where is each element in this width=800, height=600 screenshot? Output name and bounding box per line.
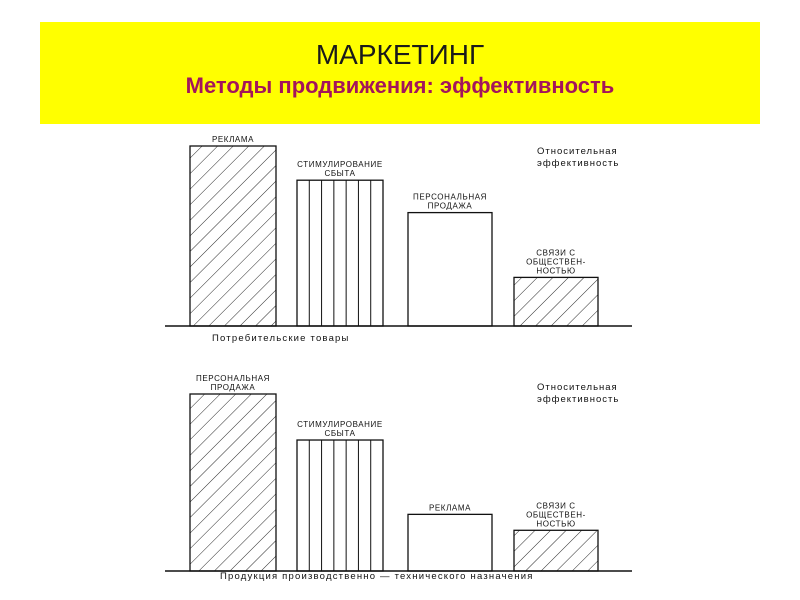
bar-group bbox=[190, 135, 276, 326]
bar-group bbox=[190, 374, 276, 571]
bar bbox=[514, 277, 598, 326]
chart-industrial-goods bbox=[0, 365, 800, 597]
bar-label: СВЯЗИ С bbox=[536, 501, 576, 511]
legend-text: Относительная bbox=[537, 146, 618, 157]
chart-consumer-goods bbox=[0, 130, 800, 360]
bar bbox=[190, 146, 276, 326]
title-banner bbox=[40, 22, 760, 124]
bar-label: СВЯЗИ С bbox=[536, 248, 576, 258]
page-subtitle: Методы продвижения: эффективность bbox=[185, 73, 615, 98]
bar-group bbox=[408, 503, 492, 571]
bar-label: РЕКЛАМА bbox=[428, 503, 472, 513]
bar-label: ПРОДАЖА bbox=[210, 383, 256, 392]
legend-text: эффективность bbox=[537, 394, 620, 405]
bar-label: ПРОДАЖА bbox=[427, 201, 473, 211]
bar-label: СТИМУЛИРОВАНИЕ bbox=[297, 160, 383, 170]
x-axis-label: Потребительские товары bbox=[212, 333, 350, 344]
bar-label: РЕКЛАМА bbox=[211, 135, 255, 144]
bar-label: НОСТЬЮ bbox=[536, 266, 576, 276]
bar-label: СБЫТА bbox=[324, 169, 356, 179]
bar-label: ПЕРСОНАЛЬНАЯ bbox=[195, 374, 271, 383]
bar-label: ОБЩЕСТВЕН- bbox=[526, 257, 586, 267]
bar bbox=[514, 530, 598, 571]
bar-group bbox=[514, 501, 598, 571]
bar-group bbox=[297, 420, 383, 571]
bar-label: ОБЩЕСТВЕН- bbox=[526, 510, 586, 520]
bar-label: СТИМУЛИРОВАНИЕ bbox=[297, 420, 383, 430]
bar bbox=[408, 213, 492, 326]
bar-group bbox=[514, 248, 598, 326]
x-axis-label: Продукция производственно — технического назначения bbox=[220, 571, 534, 582]
bar bbox=[190, 394, 276, 571]
bar-group bbox=[408, 193, 492, 326]
bar bbox=[297, 440, 383, 571]
legend-text: Относительная bbox=[537, 382, 618, 393]
bar-group bbox=[297, 160, 383, 326]
page-title: МАРКЕТИНГ bbox=[315, 39, 485, 70]
bar-label: НОСТЬЮ bbox=[536, 519, 576, 529]
bar-label: ПЕРСОНАЛЬНАЯ bbox=[412, 192, 488, 202]
bar bbox=[297, 180, 383, 326]
bar bbox=[408, 514, 492, 571]
bar-label: СБЫТА bbox=[324, 429, 356, 439]
legend-text: эффективность bbox=[537, 158, 620, 169]
